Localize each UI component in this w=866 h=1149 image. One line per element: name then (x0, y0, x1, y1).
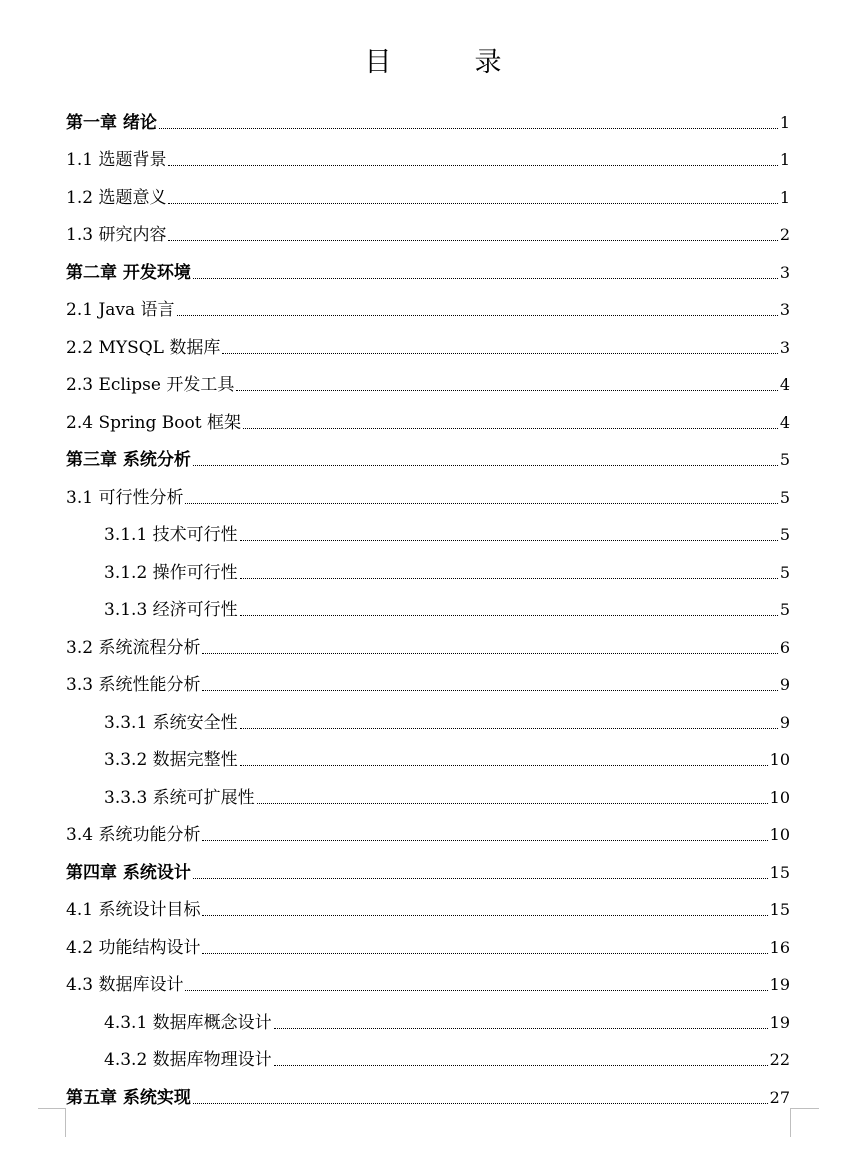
toc-entry-page-number: 15 (769, 900, 790, 919)
toc-entry-page-number: 5 (779, 525, 790, 544)
toc-dot-leader (274, 1028, 768, 1029)
page-corner-mark-left (38, 1108, 66, 1137)
toc-entry[interactable] (66, 214, 790, 252)
toc-entry[interactable] (66, 251, 790, 289)
toc-entry[interactable] (66, 889, 790, 927)
toc-dot-leader (168, 240, 777, 241)
toc-entry[interactable] (66, 664, 790, 702)
toc-dot-leader (202, 840, 767, 841)
toc-entry[interactable] (66, 176, 790, 214)
toc-entry-page-number: 4 (779, 412, 790, 432)
toc-dot-leader (202, 953, 767, 954)
toc-dot-leader (222, 353, 777, 354)
toc-entry[interactable] (66, 1001, 790, 1039)
toc-entry-page-number: 22 (769, 1050, 790, 1069)
toc-dot-leader (202, 915, 767, 916)
toc-entry-label: 4.3 数据库设计 (66, 975, 184, 995)
toc-dot-leader (193, 878, 768, 879)
toc-dot-leader (159, 128, 778, 129)
toc-entry[interactable] (66, 551, 790, 589)
toc-entry[interactable] (66, 926, 790, 964)
toc-entry-page-number: 19 (769, 1012, 790, 1032)
toc-entry-label: 第三章 系统分析 (66, 450, 191, 470)
toc-entry-label: 3.3 系统性能分析 (66, 675, 201, 695)
toc-entry-label: 4.1 系统设计目标 (66, 900, 201, 920)
toc-entry-label: 4.2 功能结构设计 (66, 937, 201, 958)
toc-entry[interactable] (66, 476, 790, 514)
toc-entry-label: 3.3.2 数据完整性 (104, 750, 238, 770)
toc-entry[interactable] (66, 514, 790, 552)
toc-entry-label: 2.1 Java 语言 (66, 300, 175, 320)
toc-entry-page-number: 16 (769, 937, 790, 957)
toc-entry-page-number: 10 (769, 787, 790, 807)
toc-dot-leader (240, 615, 778, 616)
toc-entry-label: 4.3.1 数据库概念设计 (104, 1012, 272, 1033)
toc-dot-leader (257, 803, 768, 804)
toc-dot-leader (240, 578, 778, 579)
toc-entry-label: 3.1.1 技术可行性 (104, 525, 238, 545)
toc-dot-leader (240, 765, 768, 766)
toc-entry[interactable] (66, 589, 790, 627)
toc-entry-label: 3.1.3 经济可行性 (104, 600, 238, 620)
toc-dot-leader (168, 165, 777, 166)
toc-list (66, 101, 790, 1114)
toc-entry[interactable] (66, 439, 790, 477)
toc-entry[interactable] (66, 1039, 790, 1077)
toc-dot-leader (243, 428, 778, 429)
toc-entry[interactable] (66, 364, 790, 402)
toc-dot-leader (168, 203, 777, 204)
toc-entry-label: 2.2 MYSQL 数据库 (66, 337, 221, 358)
toc-dot-leader (177, 315, 778, 316)
toc-dot-leader (202, 653, 777, 654)
toc-entry[interactable] (66, 701, 790, 739)
toc-entry[interactable] (66, 401, 790, 439)
toc-entry[interactable] (66, 139, 790, 177)
toc-entry[interactable] (66, 814, 790, 852)
toc-entry-page-number: 5 (779, 450, 790, 469)
toc-entry-page-number: 10 (769, 825, 790, 844)
toc-dot-leader (193, 278, 778, 279)
toc-entry[interactable] (66, 851, 790, 889)
toc-entry-page-number: 6 (779, 637, 790, 657)
toc-entry-label: 3.1.2 操作可行性 (104, 562, 238, 583)
toc-dot-leader (185, 990, 767, 991)
toc-entry-page-number: 5 (779, 562, 790, 582)
toc-entry-label: 4.3.2 数据库物理设计 (104, 1050, 272, 1070)
toc-entry-label: 第一章 绪论 (66, 112, 157, 133)
toc-entry-label: 3.4 系统功能分析 (66, 825, 201, 845)
toc-entry-label: 第五章 系统实现 (66, 1087, 191, 1108)
toc-entry-label: 3.1 可行性分析 (66, 487, 184, 508)
toc-entry-page-number: 27 (769, 1087, 790, 1107)
toc-entry[interactable] (66, 326, 790, 364)
toc-entry-label: 第二章 开发环境 (66, 262, 191, 283)
toc-entry[interactable] (66, 101, 790, 139)
toc-entry[interactable] (66, 776, 790, 814)
toc-entry-page-number: 9 (779, 675, 790, 694)
toc-entry[interactable] (66, 626, 790, 664)
toc-entry-label: 2.4 Spring Boot 框架 (66, 412, 241, 433)
toc-entry-label: 第四章 系统设计 (66, 862, 191, 883)
toc-entry-label: 1.1 选题背景 (66, 150, 167, 170)
toc-entry-page-number: 3 (779, 337, 790, 357)
toc-entry-page-number: 4 (779, 375, 790, 394)
toc-entry[interactable] (66, 964, 790, 1002)
toc-entry-page-number: 10 (769, 750, 790, 769)
toc-entry-page-number: 1 (779, 112, 790, 132)
toc-entry-page-number: 9 (779, 712, 790, 732)
toc-entry-label: 3.3.3 系统可扩展性 (104, 787, 255, 808)
toc-dot-leader (185, 503, 777, 504)
toc-entry-label: 3.3.1 系统安全性 (104, 712, 238, 733)
toc-dot-leader (236, 390, 777, 391)
toc-dot-leader (193, 1103, 768, 1104)
page-corner-mark-right (790, 1108, 819, 1137)
toc-dot-leader (240, 540, 778, 541)
toc-entry-label: 1.2 选题意义 (66, 187, 167, 208)
toc-entry[interactable] (66, 739, 790, 777)
toc-entry[interactable] (66, 1076, 790, 1114)
toc-dot-leader (274, 1065, 768, 1066)
toc-entry-page-number: 5 (779, 600, 790, 619)
toc-title: 目 录 (364, 47, 530, 79)
toc-entry-page-number: 5 (779, 487, 790, 507)
toc-entry[interactable] (66, 289, 790, 327)
toc-entry-page-number: 3 (779, 262, 790, 282)
toc-entry-label: 2.3 Eclipse 开发工具 (66, 375, 235, 395)
toc-dot-leader (202, 690, 777, 691)
toc-entry-page-number: 19 (769, 975, 790, 994)
toc-entry-page-number: 2 (779, 225, 790, 244)
toc-entry-label: 3.2 系统流程分析 (66, 637, 201, 658)
toc-entry-page-number: 1 (779, 150, 790, 169)
toc-dot-leader (193, 465, 778, 466)
toc-entry-page-number: 1 (779, 187, 790, 207)
toc-entry-label: 1.3 研究内容 (66, 225, 167, 245)
toc-entry-page-number: 3 (779, 300, 790, 319)
toc-dot-leader (240, 728, 778, 729)
toc-entry-page-number: 15 (769, 862, 790, 882)
